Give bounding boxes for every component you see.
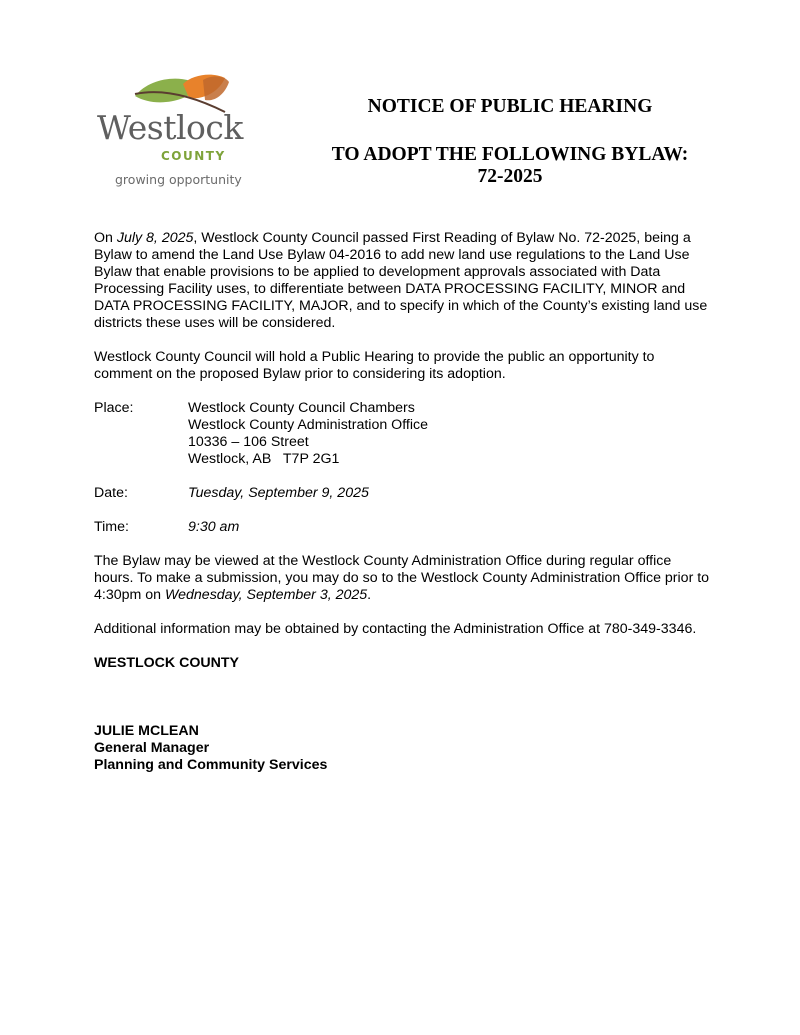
logo-tagline: growing opportunity [115, 172, 242, 187]
first-reading-date: July 8, 2025 [116, 230, 194, 246]
place-line-2: Westlock County Administration Office [188, 417, 428, 433]
subtitle-line-1: TO ADOPT THE FOLLOWING BYLAW: [331, 144, 689, 165]
intro-prefix: On [94, 230, 117, 246]
hearing-date: Tuesday, September 9, 2025 [188, 485, 369, 501]
logo-county: COUNTY [161, 149, 226, 163]
intro-paragraph [94, 230, 714, 332]
place-label: Place: [94, 400, 134, 416]
submission-deadline: Wednesday, September 3, 2025 [165, 587, 368, 603]
place-line-1: Westlock County Council Chambers [188, 400, 415, 416]
submission-text: The Bylaw may be viewed at the Westlock County Administration Office during regular office hours. To make a submission, you may do so to the Westlock County Administration Office prior to 4:30pm on [94, 553, 710, 603]
contact-paragraph: Additional information may be obtained by contacting the Administration Office at 780-349-3346. [94, 621, 697, 637]
hearing-time: 9:30 am [188, 519, 240, 535]
notice-title: NOTICE OF PUBLIC HEARING [367, 96, 653, 117]
notice-subtitle [300, 144, 720, 188]
notice-body [94, 230, 714, 774]
signature-name: JULIE MCLEAN [94, 723, 199, 739]
signature-org: WESTLOCK COUNTY [94, 655, 240, 671]
date-row [94, 485, 714, 502]
signature-department: Planning and Community Services [94, 757, 328, 773]
submission-suffix: . [367, 587, 372, 603]
logo-wordmark: Westlock [97, 108, 243, 147]
time-row [94, 519, 714, 536]
place-value [188, 400, 428, 468]
place-row [94, 400, 714, 468]
westlock-county-logo [95, 72, 260, 192]
place-line-4: Westlock, AB T7P 2G1 [188, 451, 340, 467]
date-label: Date: [94, 485, 128, 501]
bylaw-number: 72-2025 [477, 166, 543, 187]
intro-text: , Westlock County Council passed First Reading of Bylaw No. 72-2025, being a Bylaw to amend the Land Use Bylaw 04-2016 to add new land use regulations to the Land Use Bylaw that enable provisions to be applied to development approvals associated with Data Processing Facility uses, to differentiate between DATA PROCESSING FACILITY, MINOR and DATA PROCESSING FACILITY, MAJOR, and to specify in which of the County’s existing land use districts these uses will be considered. [94, 230, 708, 331]
hearing-paragraph: Westlock County Council will hold a Public Hearing to provide the public an opportunity to comment on the proposed Bylaw prior to considering its adoption. [94, 349, 655, 382]
time-label: Time: [94, 519, 129, 535]
submission-paragraph [94, 553, 714, 604]
place-line-3: 10336 – 106 Street [188, 434, 309, 450]
signature-title: General Manager [94, 740, 210, 756]
